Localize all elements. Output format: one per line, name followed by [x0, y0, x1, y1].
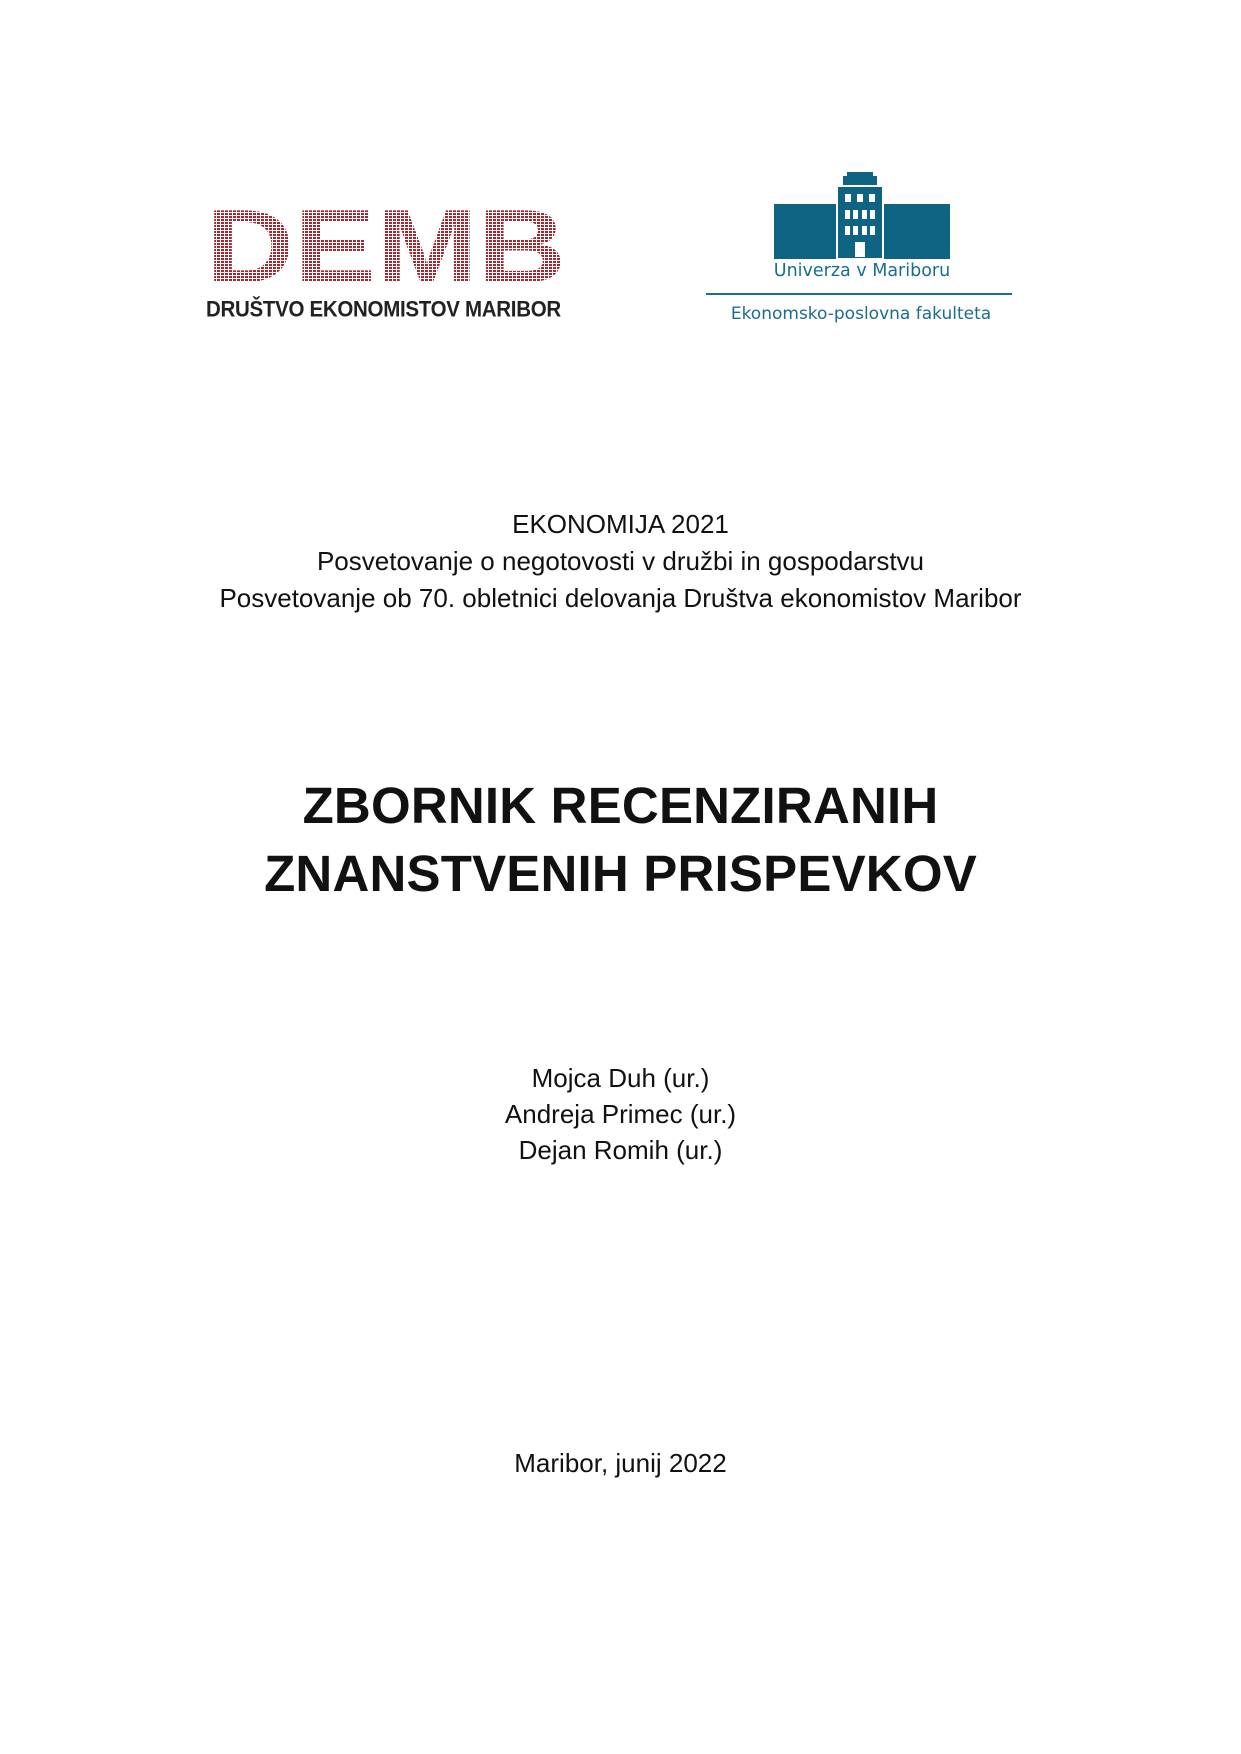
demb-logo [205, 204, 570, 329]
faculty-name: Ekonomsko-poslovna fakulteta [730, 304, 992, 324]
place-date: Maribor, junij 2022 [514, 1448, 727, 1478]
page-title [0, 772, 1241, 908]
university-divider [706, 293, 1012, 295]
conference-anniversary: Posvetovanje ob 70. obletnici delovanja Društva ekonomistov Maribor [219, 583, 1022, 613]
editors-list [0, 1060, 1241, 1168]
university-name: Univerza v Mariboru [773, 261, 951, 281]
title-line-1: ZBORNIK RECENZIRANIH [302, 777, 939, 834]
editor-name: Dejan Romih (ur.) [518, 1135, 723, 1165]
demb-logo-subtitle: DRUŠTVO EKONOMISTOV MARIBOR [206, 297, 561, 322]
demb-logo-mark [205, 204, 567, 286]
conference-info [0, 506, 1241, 617]
university-logo [700, 170, 1020, 330]
editor-name: Mojca Duh (ur.) [531, 1063, 710, 1093]
university-building-icon [700, 170, 1020, 265]
editor-name: Andreja Primec (ur.) [504, 1099, 737, 1129]
conference-subtitle: Posvetovanje o negotovosti v družbi in gospodarstvu [316, 546, 925, 576]
title-line-2: ZNANSTVENIH PRISPEVKOV [264, 845, 977, 902]
conference-name: EKONOMIJA 2021 [512, 509, 729, 539]
